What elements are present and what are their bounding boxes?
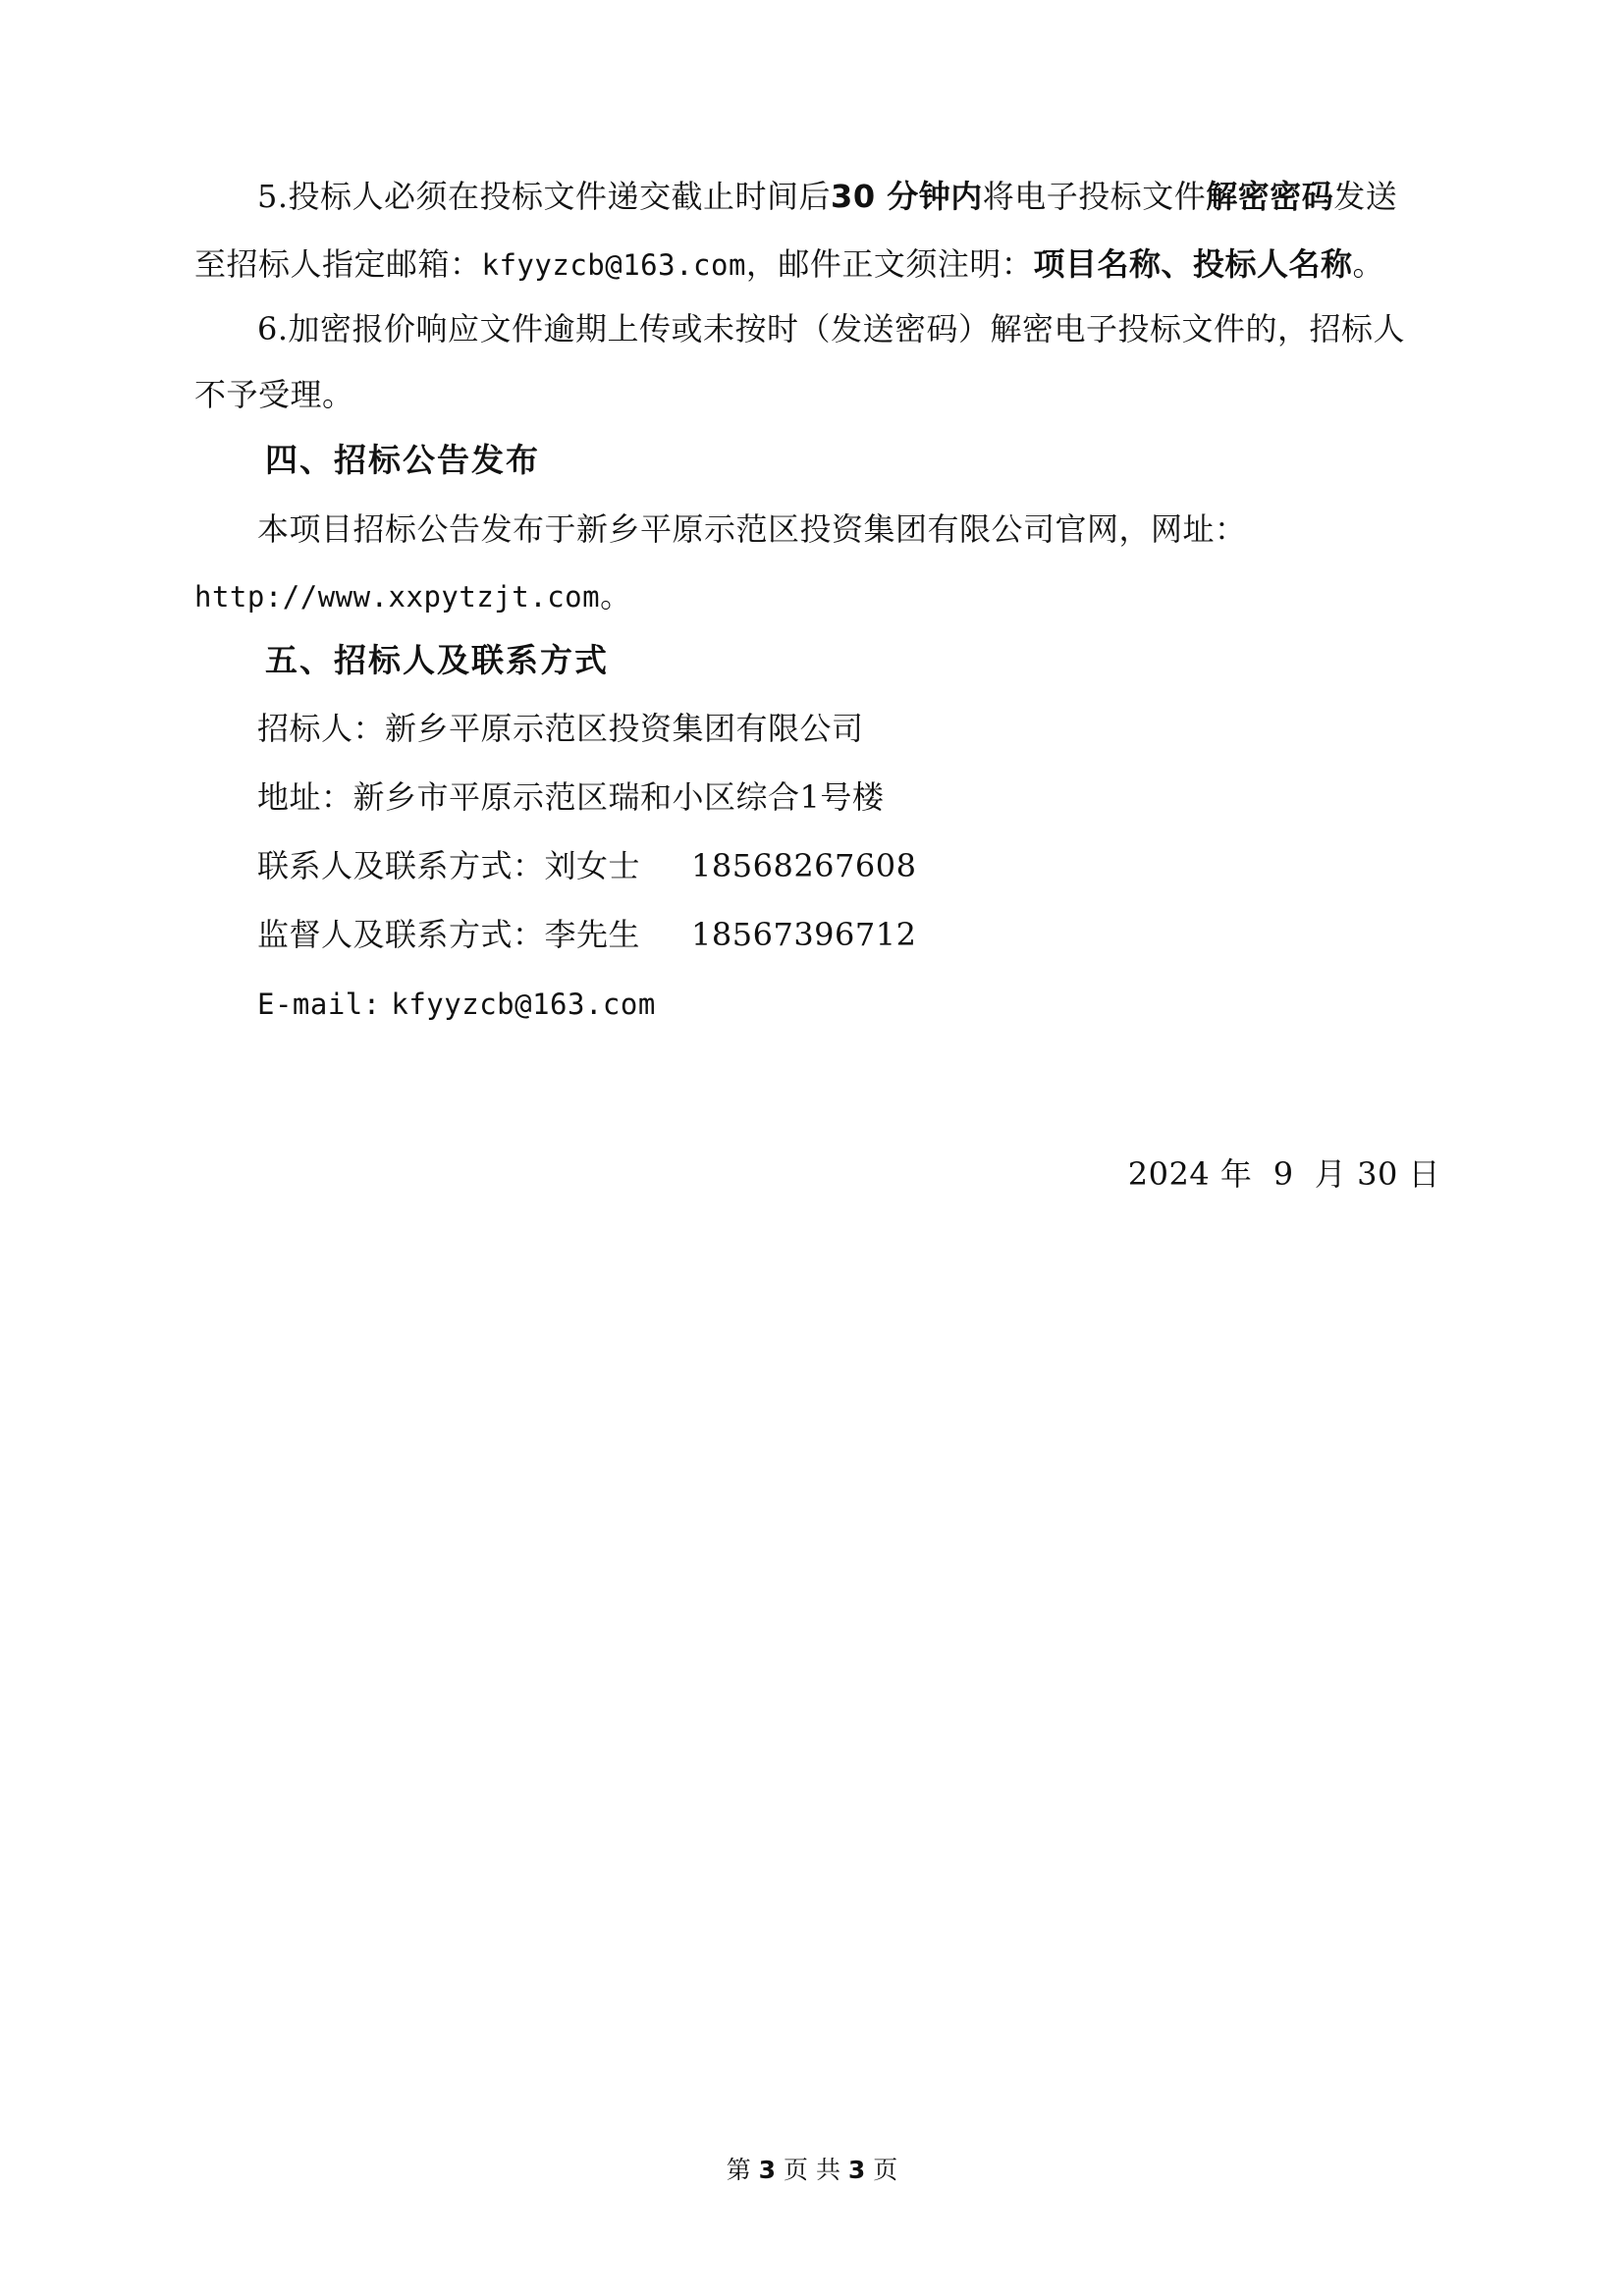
footer-prefix: 第 bbox=[726, 2156, 751, 2184]
item6-line1: 6.加密报价响应文件逾期上传或未按时（发送密码）解密电子投标文件的，招标人 bbox=[257, 310, 1406, 347]
announcement-url-link[interactable]: http://www.xxpytzjt.com bbox=[194, 580, 601, 614]
item6-line2: 不予受理。 bbox=[194, 376, 354, 413]
contact-tenderer: 招标人：新乡平原示范区投资集团有限公司 bbox=[257, 710, 864, 747]
item5-suffix: 发送 bbox=[1333, 178, 1398, 215]
item5-line2 bbox=[194, 242, 1384, 287]
item5-mid: 将电子投标文件 bbox=[982, 178, 1207, 215]
footer-mid: 页 共 bbox=[784, 2156, 840, 2184]
announcement-heading: 四、招标公告发布 bbox=[265, 441, 540, 479]
contact-person-phone: 18568267608 bbox=[691, 847, 917, 884]
contact-person-line bbox=[257, 844, 916, 887]
item5-bold-time: 30 分钟内 bbox=[831, 178, 983, 215]
item5-line2-end: 。 bbox=[1352, 245, 1384, 283]
document-date: 2024 年 9 月 30 日 bbox=[1127, 1155, 1440, 1193]
item5-bold-names: 项目名称、投标人名称 bbox=[1033, 245, 1353, 283]
contact-email[interactable]: kfyyzcb@163.com bbox=[391, 988, 656, 1021]
item5-line2-prefix: 至招标人指定邮箱： bbox=[194, 245, 482, 283]
contact-email-label: E-mail: bbox=[257, 988, 381, 1021]
contact-heading: 五、招标人及联系方式 bbox=[265, 641, 609, 679]
footer-page-number: 3 bbox=[758, 2156, 777, 2184]
contact-address: 地址：新乡市平原示范区瑞和小区综合1号楼 bbox=[257, 778, 885, 816]
page-footer bbox=[0, 2156, 1624, 2185]
announcement-url-line bbox=[194, 574, 632, 618]
contact-person-label: 联系人及联系方式：刘女士 bbox=[257, 847, 641, 884]
announcement-line1: 本项目招标公告发布于新乡平原示范区投资集团有限公司官网，网址： bbox=[257, 510, 1247, 548]
item5-email[interactable]: kfyyzcb@163.com bbox=[481, 248, 746, 282]
item5-prefix: 5.投标人必须在投标文件递交截止时间后 bbox=[257, 178, 832, 215]
item5-bold-password: 解密密码 bbox=[1206, 178, 1334, 215]
item5-line2-mid: ，邮件正文须注明： bbox=[745, 245, 1034, 283]
item5-line1 bbox=[257, 175, 1397, 218]
supervisor-label: 监督人及联系方式：李先生 bbox=[257, 916, 641, 953]
footer-suffix: 页 bbox=[873, 2156, 898, 2184]
footer-total-pages: 3 bbox=[847, 2156, 866, 2184]
supervisor-line bbox=[257, 913, 916, 956]
supervisor-phone: 18567396712 bbox=[691, 916, 917, 953]
announcement-url-end: 。 bbox=[600, 577, 632, 614]
contact-email-line bbox=[257, 982, 656, 1026]
